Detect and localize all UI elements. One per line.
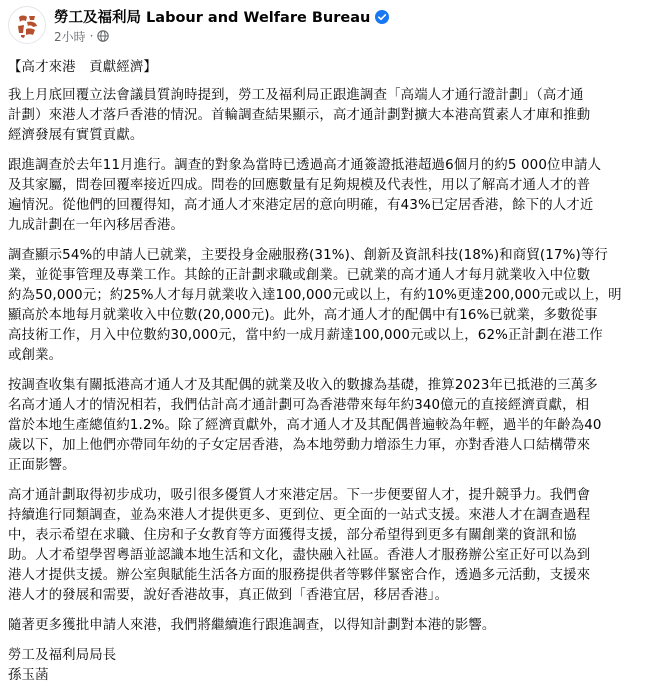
- post-time[interactable]: 2小時: [54, 29, 86, 44]
- post-heading: 【高才來港 貢獻經濟】: [8, 60, 157, 75]
- bureau-logo-icon: [9, 7, 45, 43]
- post-header: [8, 0, 651, 58]
- globe-icon[interactable]: [97, 30, 109, 42]
- paragraph-5: 高才通計劃取得初步成功，吸引很多優質人才來港定居。下一步便要留人才，提升競爭力。我們會 持續進行同類調查，並為來港人才提供更多、更到位、更全面的一站式支援。來港人才在調查過程 中，表示希望在求職、住房和子女教育等方面獲得支援，部分希望得到更多有關創業的資訊和協 助。人才希望學習粵語並認識本地生活和文化，盡快融入社區。香港人才服務辦公室正好可以為到 港人才提供支援。辦公室與賦能生活各方面的服務提供者等夥伴緊密合作，透過多元活動，支援來 港人才的發展和需要，說好香港故事，真正做到「香港宜居，移居香港」。: [8, 488, 591, 603]
- paragraph-6: 隨著更多獲批申請人來港，我們將繼續進行跟進調查，以得知計劃對本港的影響。: [8, 618, 496, 633]
- paragraph-2: 跟進調查於去年11月進行。調查的對象為當時已透過高才通簽證抵港超過6個月的約5 000位申請人 及其家屬，問卷回覆率接近四成。問卷的回應數量有足夠規模及代表性，用以了解高才通人才的普 遍情況。從他們的回覆得知，高才通人才來港定居的意向明確，有43%已定居香港，餘下的人才近 九成計劃在一年內移居香港。: [8, 158, 602, 233]
- paragraph-3: 調查顯示54%的申請人已就業，主要投身金融服務(31%)、創新及資訊科技(18%)和商貿(17%)等行 業，並從事管理及專業工作。其餘的正計劃求職或創業。已就業的高才通人才每月就業收入中位數 約為50,000元；約25%人才每月就業收入達100,000元或以上，有約10%更達200,000元或以上，明 顯高於本地每月就業收入中位數(20,000元)。此外，高才通人才的配偶中有16%已就業，多數從事 高技術工作，月入中位數約30,000元，當中約一成月薪達100,000元或以上，62%正計劃在港工作 或創業。: [8, 248, 622, 363]
- page-name[interactable]: 勞工及福利局 Labour and Welfare Bureau: [54, 9, 371, 26]
- paragraph-1: 我上月底回覆立法會議員質詢時提到，勞工及福利局正跟進調查「高端人才通行證計劃」（高才通 計劃）來港人才落戶香港的情況。首輪調查結果顯示，高才通計劃對擴大本港高質素人才庫和推動 經濟發展有實質貢獻。: [8, 88, 591, 143]
- paragraph-4: 按調查收集有關抵港高才通人才及其配偶的就業及收入的數據為基礎，推算2023年已抵港的三萬多 名高才通人才的情況相若，我們估計高才通計劃可為香港帶來每年約340億元的直接經濟貢獻，相 當於本地生產總值約1.2%。除了經濟貢獻外，高才通人才及其配偶普遍較為年輕，過半的年齡為40 歲以下，加上他們亦帶同年幼的子女定居香港，為本地勞動力增添生力軍，亦對香港人口結構帶來 正面影響。: [8, 378, 602, 473]
- header-text: [54, 6, 389, 44]
- signature: 勞工及福利局局長 孫玉菡: [8, 648, 117, 683]
- page-name-row: [54, 6, 389, 26]
- post-content: [8, 58, 651, 686]
- post-meta: [54, 28, 389, 44]
- verified-badge-icon: [375, 9, 389, 23]
- meta-separator: ·: [89, 29, 94, 43]
- avatar[interactable]: [8, 6, 46, 44]
